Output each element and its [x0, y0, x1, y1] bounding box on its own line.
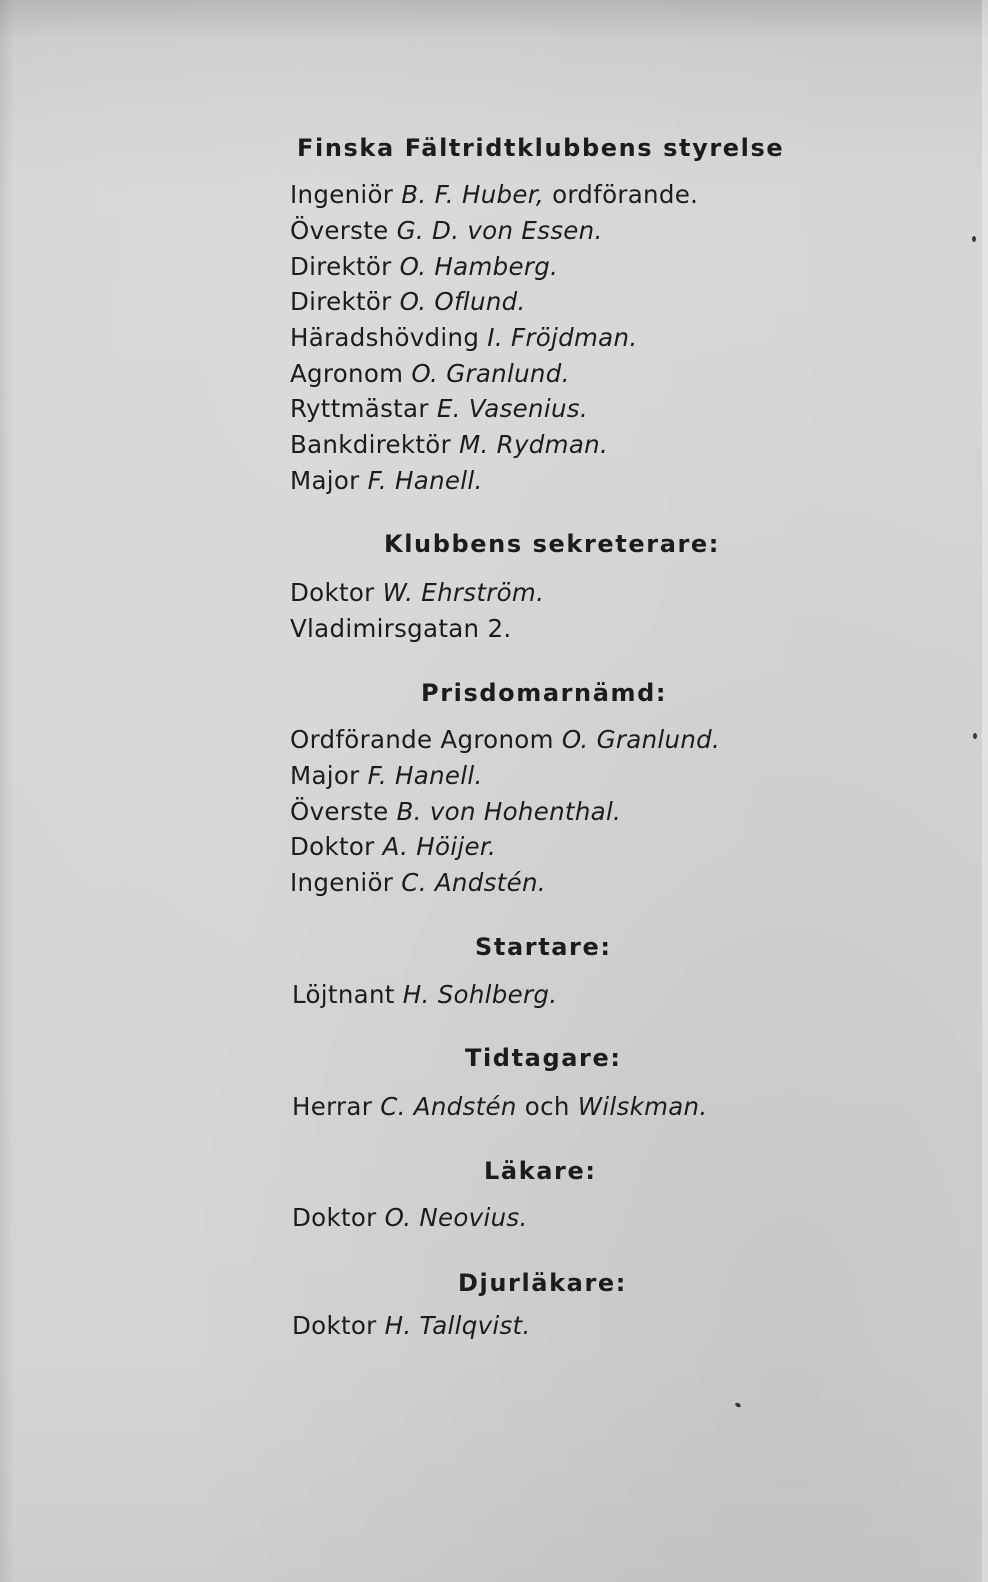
judge-member — [290, 797, 621, 827]
member-name: C. Andstén. — [401, 868, 546, 897]
doctor-line — [292, 1203, 528, 1233]
timekeeper-name-2: Wilskman. — [577, 1092, 708, 1121]
vet-line — [292, 1311, 531, 1341]
vet-name: H. Tallqvist. — [384, 1311, 531, 1340]
member-title: Bankdirektör — [290, 430, 451, 459]
member-title: Agronom — [290, 359, 404, 388]
member-title: Doktor — [290, 832, 375, 861]
secretary-title: Doktor — [290, 578, 375, 607]
member-name: B. F. Huber, — [401, 180, 544, 209]
starter-line — [292, 980, 557, 1010]
judge-member — [290, 832, 496, 862]
member-name: G. D. von Essen. — [396, 216, 603, 245]
secretary-name: W. Ehrström. — [382, 578, 545, 607]
doctor-title: Doktor — [292, 1203, 377, 1232]
board-member — [290, 359, 570, 389]
judge-member — [290, 761, 483, 791]
ink-speck — [972, 236, 976, 242]
doctor-name: O. Neovius. — [384, 1203, 528, 1232]
ink-speck — [973, 733, 977, 739]
board-member — [290, 466, 483, 496]
member-name: B. von Hohenthal. — [396, 797, 622, 826]
board-member — [290, 216, 603, 246]
vet-title: Doktor — [292, 1311, 377, 1340]
member-title: Ordförande Agronom — [290, 725, 554, 754]
member-role: ordförande. — [552, 180, 699, 209]
member-title: Överste — [290, 797, 389, 826]
member-name: O. Granlund. — [561, 725, 721, 754]
member-title: Major — [290, 761, 360, 790]
vet-heading: Djurläkare: — [458, 1269, 627, 1297]
board-member — [290, 287, 526, 317]
member-title: Direktör — [290, 287, 392, 316]
doctor-heading: Läkare: — [484, 1157, 597, 1185]
page-left-edge — [0, 0, 14, 1582]
board-member — [290, 252, 558, 282]
member-name: O. Oflund. — [399, 287, 526, 316]
secretary-address: Vladimirsgatan 2. — [290, 614, 512, 643]
timekeepers-title: Herrar — [292, 1092, 373, 1121]
secretary-heading: Klubbens sekreterare: — [384, 530, 721, 558]
board-member — [290, 323, 637, 353]
board-member — [290, 394, 588, 424]
member-title: Häradshövding — [290, 323, 480, 352]
judge-member — [290, 725, 720, 755]
board-member — [290, 430, 608, 460]
member-title: Ingeniör — [290, 868, 394, 897]
timekeepers-heading: Tidtagare: — [465, 1044, 622, 1072]
member-name: I. Fröjdman. — [487, 323, 638, 352]
member-name: M. Rydman. — [459, 430, 609, 459]
judges-heading: Prisdomarnämd: — [421, 679, 668, 707]
member-name: A. Höijer. — [382, 832, 497, 861]
timekeeper-name-1: C. Andstén — [380, 1092, 517, 1121]
starter-heading: Startare: — [475, 933, 612, 961]
board-heading: Finska Fältridtklubbens styrelse — [297, 134, 785, 162]
member-title: Ryttmästar — [290, 394, 429, 423]
member-name: E. Vasenius. — [436, 394, 588, 423]
page-top-shadow — [0, 0, 988, 40]
member-title: Ingeniör — [290, 180, 394, 209]
member-title: Överste — [290, 216, 389, 245]
timekeepers-conjunction: och — [524, 1092, 570, 1121]
starter-name: H. Sohlberg. — [402, 980, 558, 1009]
member-name: F. Hanell. — [367, 761, 483, 790]
member-title: Major — [290, 466, 360, 495]
member-title: Direktör — [290, 252, 392, 281]
starter-title: Löjtnant — [292, 980, 395, 1009]
page-right-edge — [982, 0, 988, 1582]
member-name: F. Hanell. — [367, 466, 483, 495]
ink-speck — [734, 1402, 741, 1408]
timekeepers-line — [292, 1092, 707, 1122]
member-name: O. Hamberg. — [399, 252, 559, 281]
judge-member — [290, 868, 546, 898]
secretary-line — [290, 578, 544, 608]
board-member — [290, 180, 698, 210]
member-name: O. Granlund. — [411, 359, 570, 388]
